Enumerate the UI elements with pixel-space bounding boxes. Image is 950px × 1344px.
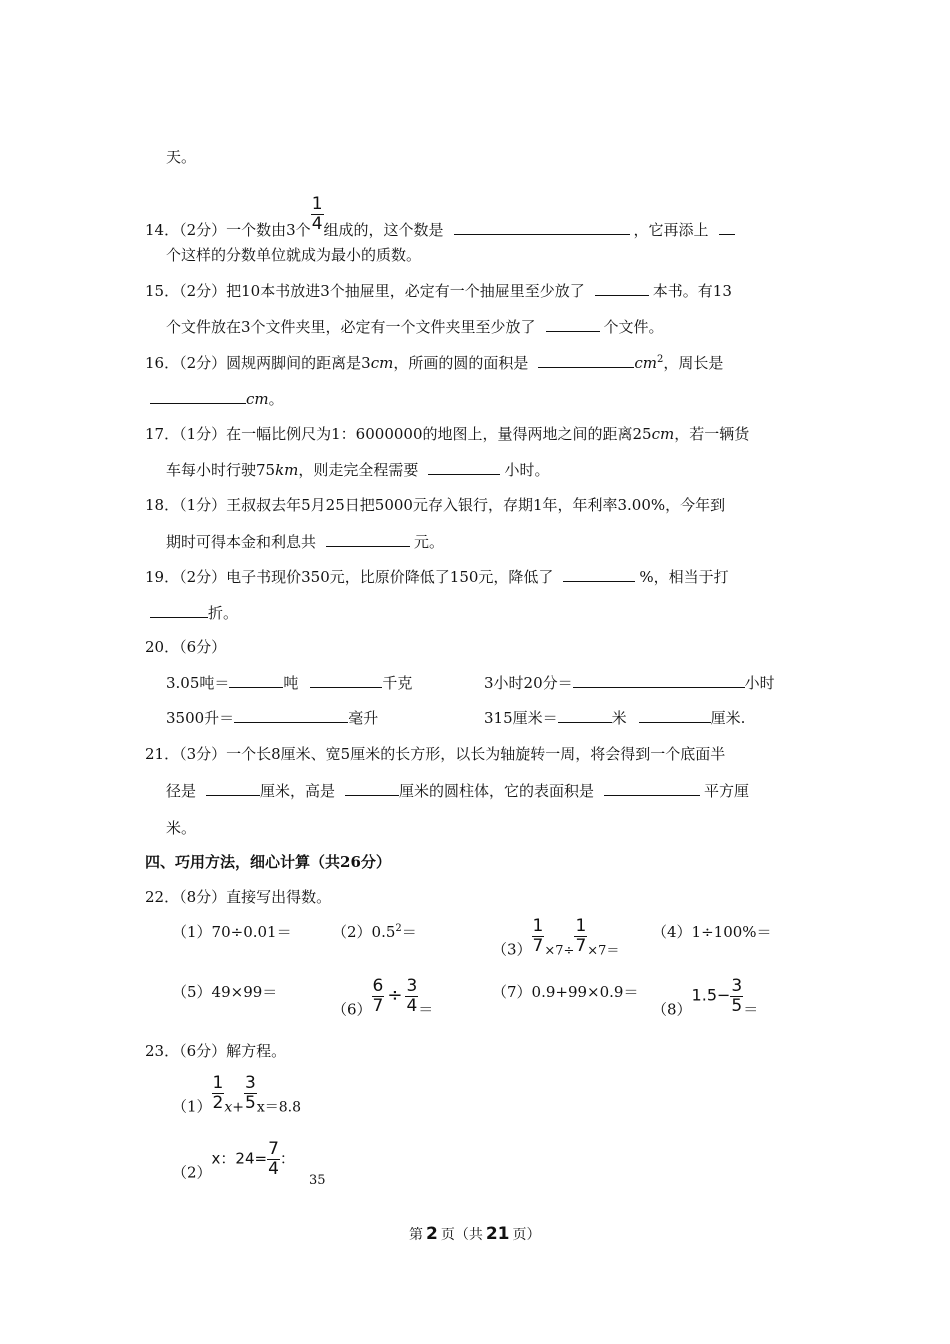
- q21-text-d: 厘米的圆柱体，它的表面积是: [399, 782, 595, 800]
- q22-p6-n1: 6: [372, 976, 384, 996]
- q16-answer-blank-perimeter[interactable]: [150, 389, 246, 404]
- q22-p6-op: ÷: [387, 984, 403, 1006]
- q22-part-4: （4）1÷100%＝: [652, 923, 772, 941]
- footer-page-number: 2: [426, 1224, 438, 1244]
- q23-e2-a: x：24=: [211, 1149, 268, 1168]
- q20-item-c: [166, 707, 378, 728]
- q16-score: （2分）: [179, 354, 227, 372]
- q23-e2-c: 35: [308, 1172, 326, 1188]
- footer-prefix: 第: [409, 1227, 423, 1243]
- q23-e1-n2: 3: [245, 1073, 256, 1093]
- q22-p6-d2: 4: [406, 996, 418, 1016]
- question-15-line1: [145, 280, 732, 301]
- q16-unit-cm-end: cm: [246, 390, 269, 408]
- footer-mid: 页（共: [440, 1227, 483, 1243]
- q14-frac-den: 4: [311, 214, 323, 234]
- q22-p3-end: ×7＝: [587, 943, 620, 959]
- q21-blank-2[interactable]: [345, 781, 399, 796]
- q15-text-a: 把10本书放进3个抽屉里，必定有一个抽屉里至少放了: [226, 282, 585, 300]
- q23-score: （6分）: [179, 1042, 227, 1060]
- q20-item-b: [484, 672, 775, 693]
- q23-e1-d1: 2: [212, 1093, 224, 1113]
- q16-unit-cm: cm: [370, 354, 394, 372]
- q22-p6-frac-2: [405, 978, 418, 1015]
- question-15-line2: [166, 316, 664, 337]
- q20-c1: 3500升＝: [166, 709, 235, 727]
- q22-part-3: [492, 918, 619, 960]
- question-17-line2: [166, 459, 549, 480]
- question-14-line2: 个这样的分数单位就成为最小的质数。: [166, 246, 422, 264]
- q22-p6-label: （6）: [332, 1000, 372, 1019]
- q15-text-d: 个文件。: [603, 318, 664, 336]
- q22-num: 22．: [145, 888, 180, 906]
- q20-blank-d1[interactable]: [558, 708, 612, 723]
- q22-part-6: [332, 978, 433, 1020]
- q17-unit-cm: cm: [651, 425, 675, 443]
- question-18-line2: [166, 531, 444, 552]
- q22-p6-d1: 7: [372, 996, 384, 1016]
- question-23-header: [145, 1040, 286, 1061]
- footer-suffix: 页）: [512, 1227, 541, 1243]
- q20-a3: 千克: [382, 674, 413, 692]
- q22-p3-frac-2: [574, 918, 587, 955]
- q17-text-c: 车每小时行驶75: [166, 461, 276, 479]
- q21-blank-1[interactable]: [206, 781, 260, 796]
- q18-num: 18．: [145, 496, 180, 514]
- q23-e2-n: 7: [268, 1139, 279, 1159]
- question-21-line3: 米。: [166, 819, 197, 837]
- q21-blank-3[interactable]: [604, 781, 700, 796]
- q22-p3-d2: 7: [575, 936, 587, 956]
- q18-text-c: 元。: [414, 533, 445, 551]
- q23-e1-label: （1）: [172, 1097, 212, 1116]
- q22-p2-a: （2）0.5: [332, 923, 396, 941]
- q22-score: （8分）: [179, 888, 227, 906]
- q22-p8-d: 5: [731, 996, 743, 1016]
- q15-num: 15．: [145, 282, 180, 300]
- question-22-header: [145, 886, 331, 907]
- q22-p6-frac-1: [372, 978, 385, 1015]
- q14-text-b: 组成的，这个数是: [323, 221, 444, 239]
- q22-p8-label: （8）: [652, 1000, 692, 1019]
- q23-e1-mid: x+: [224, 1099, 245, 1116]
- q22-p8-frac: [730, 978, 743, 1015]
- q23-text: 解方程。: [226, 1042, 287, 1060]
- q20-item-a: [166, 672, 412, 693]
- q23-equation-2: [172, 1141, 325, 1188]
- q16-unit-cm2: cm: [634, 354, 657, 372]
- q16-sup: 2: [656, 354, 664, 365]
- question-14-line1: [145, 196, 739, 240]
- q17-text-b: ，若一辆货: [674, 425, 750, 443]
- q16-num: 16．: [145, 354, 180, 372]
- q20-blank-c1[interactable]: [234, 708, 348, 723]
- q20-a1: 3.05吨＝: [166, 674, 230, 692]
- q23-e1-n1: 1: [212, 1073, 224, 1093]
- q21-text-c: 厘米，高是: [260, 782, 336, 800]
- question-19-line2: [150, 602, 238, 623]
- q23-e2-frac: [267, 1141, 280, 1178]
- q22-p8-a: 1.5−: [691, 985, 731, 1005]
- q17-text-e: 小时。: [504, 461, 550, 479]
- q22-p2-sup: 2: [395, 923, 402, 934]
- q17-unit-km: km: [275, 461, 299, 479]
- q16-text-c: ，周长是: [663, 354, 724, 372]
- q15-answer-blank-2[interactable]: [546, 317, 600, 332]
- q17-num: 17．: [145, 425, 180, 443]
- q23-e1-frac-2: [244, 1075, 257, 1112]
- q22-p3-mid: ×7÷: [544, 943, 575, 959]
- q19-text-a: 电子书现价350元，比原价降低了150元，降低了: [226, 568, 554, 586]
- question-21-line1: [145, 743, 725, 764]
- page-footer: [409, 1224, 541, 1244]
- q16-text-a: 圆规两脚间的距离是3: [226, 354, 371, 372]
- question-16-line1: [145, 352, 723, 373]
- q14-text-c: ，它再添上: [633, 221, 709, 239]
- q14-num: 14．: [145, 221, 180, 239]
- q16-answer-blank-area[interactable]: [538, 353, 634, 368]
- q20-blank-a2[interactable]: [310, 673, 382, 688]
- q22-part-2: [332, 921, 417, 942]
- q22-text: 直接写出得数。: [226, 888, 332, 906]
- q22-p3-frac-1: [532, 918, 545, 955]
- question-17-line1: [145, 423, 749, 444]
- q14-frac-num: 1: [311, 194, 323, 214]
- q13-tail: 天。: [166, 148, 197, 166]
- section-4-heading: 四、巧用方法，细心计算（共26分）: [145, 853, 391, 871]
- q14-text-a: 一个数由3个: [226, 221, 311, 239]
- q20-a2: 吨: [283, 674, 299, 692]
- q20-c2: 毫升: [348, 709, 379, 727]
- q18-answer-blank[interactable]: [326, 532, 410, 547]
- q16-text-b: ，所画的圆的面积是: [393, 354, 529, 372]
- q20-blank-a1[interactable]: [229, 673, 283, 688]
- q18-score: （1分）: [179, 496, 227, 514]
- q19-text-b: %，相当于打: [639, 568, 729, 586]
- q16-end: 。: [268, 390, 284, 408]
- q15-answer-blank-1[interactable]: [595, 281, 649, 296]
- q21-text-e: 平方厘: [704, 782, 750, 800]
- q22-p2-b: ＝: [401, 923, 417, 941]
- q23-e2-b: ：: [279, 1149, 295, 1168]
- q19-answer-blank-2[interactable]: [150, 603, 208, 618]
- q19-answer-blank-1[interactable]: [563, 567, 635, 582]
- q20-d1: 315厘米＝: [484, 709, 558, 727]
- q15-text-c: 个文件放在3个文件夹里，必定有一个文件夹里至少放了: [166, 318, 536, 336]
- q17-text-d: ，则走完全程需要: [298, 461, 419, 479]
- q21-text-b: 径是: [166, 782, 197, 800]
- q18-text-b: 期时可得本金和利息共: [166, 533, 317, 551]
- q20-d3: 厘米.: [710, 709, 746, 727]
- q23-e1-d2: 5: [245, 1093, 256, 1113]
- q14-score: （2分）: [179, 221, 227, 239]
- question-16-line2: [150, 388, 284, 409]
- q20-blank-d2[interactable]: [639, 708, 711, 723]
- q17-score: （1分）: [179, 425, 227, 443]
- footer-total-pages: 21: [485, 1224, 510, 1244]
- q22-p3-n2: 1: [575, 916, 587, 936]
- q22-p3-n1: 1: [532, 916, 544, 936]
- q22-p8-end: ＝: [743, 1000, 759, 1019]
- q23-e1-end: x＝8.8: [256, 1099, 302, 1116]
- q22-part-7: （7）0.9+99×0.9＝: [492, 983, 639, 1001]
- q22-part-5: （5）49×99＝: [172, 983, 278, 1001]
- q14-fraction: [311, 196, 324, 233]
- q19-score: （2分）: [179, 568, 227, 586]
- q20-blank-b1[interactable]: [573, 673, 745, 688]
- q23-e2-label: （2）: [172, 1163, 212, 1182]
- q22-part-1: （1）70÷0.01＝: [172, 923, 292, 941]
- question-18-line1: [145, 494, 725, 515]
- q22-p3-d1: 7: [532, 936, 544, 956]
- q17-answer-blank[interactable]: [428, 460, 500, 475]
- q14-answer-blank[interactable]: [454, 220, 630, 235]
- q22-p3-label: （3）: [492, 940, 532, 959]
- q23-equation-1: [172, 1075, 301, 1117]
- q21-score: （3分）: [179, 745, 227, 763]
- q17-text-a: 在一幅比例尺为1：6000000的地图上，量得两地之间的距离25: [226, 425, 652, 443]
- q20-item-d: [484, 707, 745, 728]
- q22-p8-n: 3: [731, 976, 743, 996]
- q21-text-a: 一个长8厘米、宽5厘米的长方形，以长为轴旋转一周，将会得到一个底面半: [226, 745, 726, 763]
- q22-part-8: [652, 978, 758, 1020]
- q20-b2: 小时: [744, 674, 775, 692]
- q23-e1-frac-1: [212, 1075, 225, 1112]
- q20-score: （6分）: [179, 638, 227, 656]
- q19-text-c: 折。: [208, 604, 239, 622]
- question-21-line2: [166, 780, 749, 801]
- q23-num: 23．: [145, 1042, 180, 1060]
- q22-p6-n2: 3: [406, 976, 418, 996]
- question-19-line1: [145, 566, 729, 587]
- q14-answer-blank-2[interactable]: [719, 220, 735, 235]
- q15-score: （2分）: [179, 282, 227, 300]
- q22-p6-end: ＝: [418, 1000, 434, 1019]
- q20-d2: 米: [611, 709, 627, 727]
- q19-num: 19．: [145, 568, 180, 586]
- q15-text-b: 本书。有13: [652, 282, 732, 300]
- q23-e2-d: 4: [268, 1159, 279, 1179]
- q20-num: 20．: [145, 638, 180, 656]
- q18-text-a: 王叔叔去年5月25日把5000元存入银行，存期1年，年利率3.00%，今年到: [226, 496, 726, 514]
- q21-num: 21．: [145, 745, 180, 763]
- q20-b1: 3小时20分＝: [484, 674, 573, 692]
- question-20-header: [145, 636, 226, 657]
